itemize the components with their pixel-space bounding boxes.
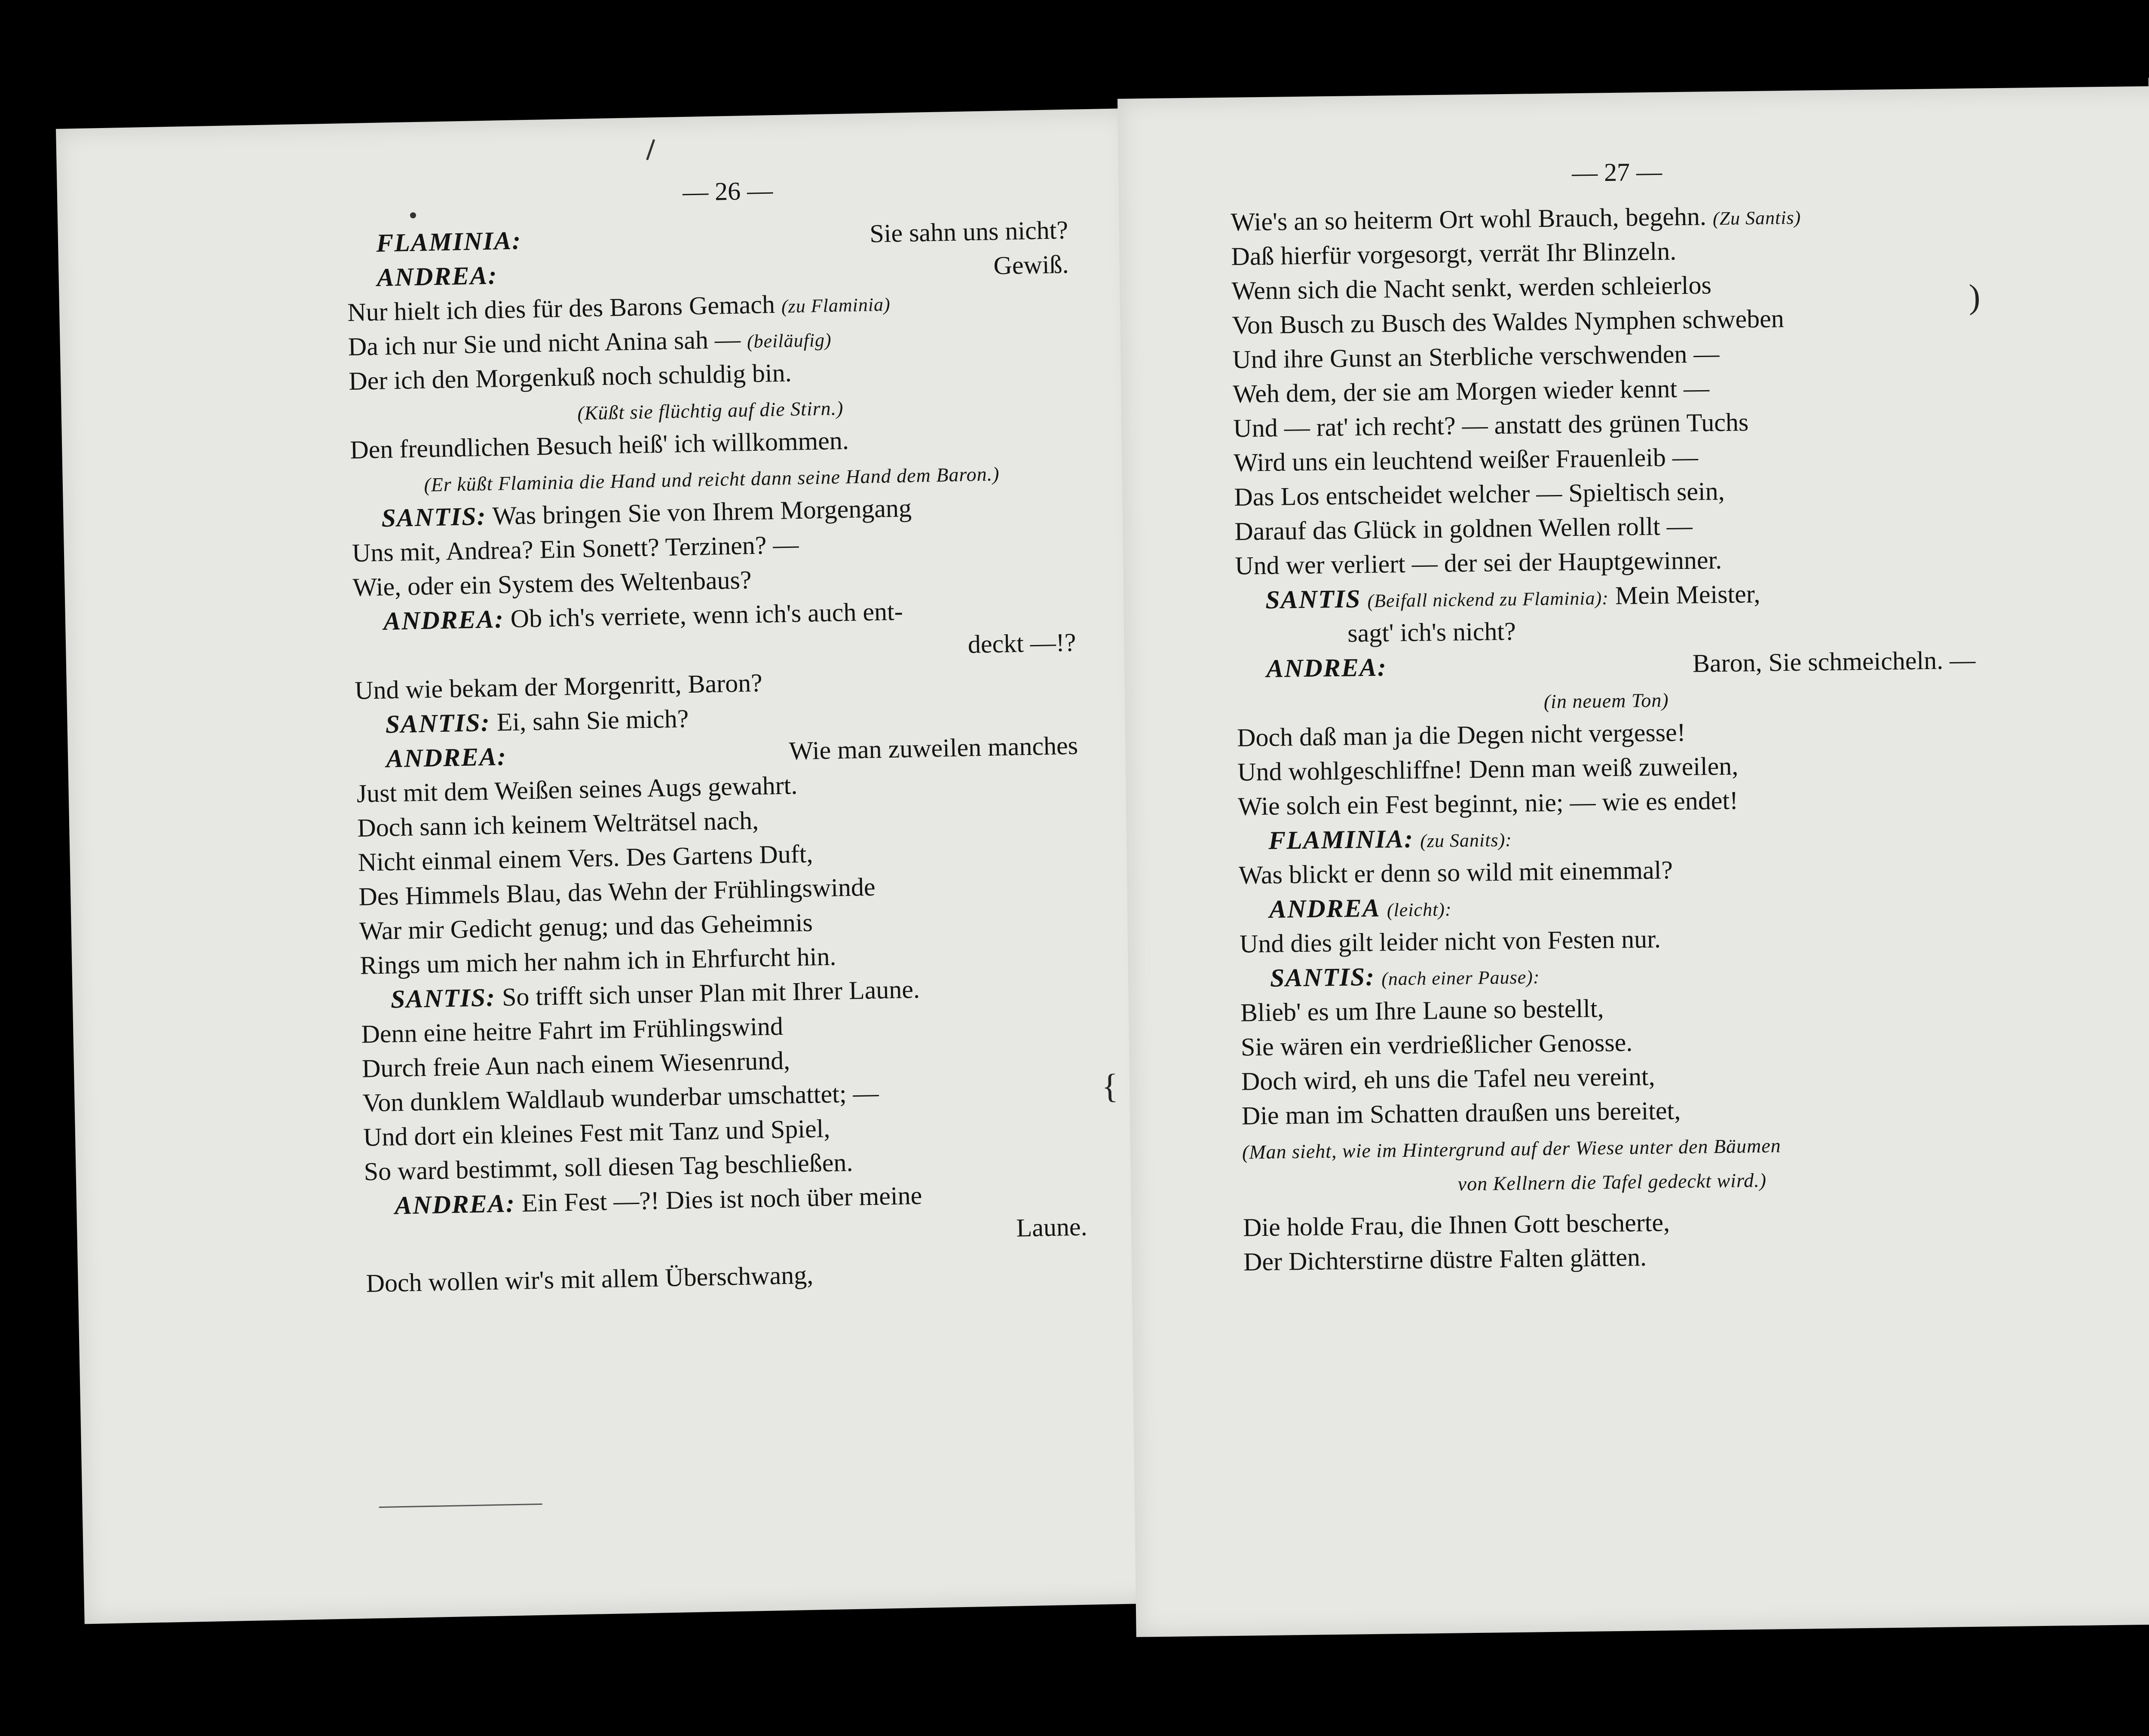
- verse-text: So ward bestimmt, soll diesen Tag beschließen.: [364, 1148, 853, 1186]
- verse-text: So trifft sich unser Plan mit Ihrer Laune.: [502, 975, 920, 1012]
- page-number: — 27 —: [1571, 157, 1662, 187]
- footer-rule: [379, 1504, 542, 1508]
- stage-direction: (in neuem Ton): [1543, 689, 1669, 712]
- speaker-name: FLAMINIA:: [1268, 824, 1414, 855]
- right-page-text: [1230, 149, 1983, 1279]
- verse-text: Darauf das Glück in goldnen Wellen rollt —: [1234, 511, 1693, 546]
- verse-text: Was blickt er denn so wild mit einemmal?: [1238, 856, 1673, 889]
- verse-text: Doch wird, eh uns die Tafel neu vereint,: [1241, 1062, 1656, 1096]
- ink-mark: {: [1101, 1067, 1119, 1106]
- page-number: — 26 —: [682, 176, 773, 207]
- stage-direction: (nach einer Pause):: [1381, 966, 1540, 990]
- stage-direction: (leicht):: [1387, 899, 1452, 921]
- verse-text: Doch wollen wir's mit allem Überschwang,: [366, 1260, 814, 1298]
- verse-text: Laune.: [1016, 1212, 1088, 1242]
- verse-text: sagt' ich's nicht?: [1347, 617, 1516, 648]
- verse-text: Was bringen Sie von Ihrem Morgengang: [492, 493, 912, 530]
- verse-text: Sie wären ein verdrießlicher Genosse.: [1240, 1028, 1633, 1061]
- speaker-name: SANTIS:: [390, 983, 496, 1014]
- verse-text: Sie sahn uns nicht?: [869, 215, 1068, 248]
- verse-text: Rings um mich her nahm ich in Ehrfurcht hin.: [359, 942, 837, 980]
- speaker-name: SANTIS:: [385, 708, 491, 739]
- verse-text: Wenn sich die Nacht senkt, werden schleierlos: [1231, 271, 1712, 305]
- stage-direction: (Küßt sie flüchtig auf die Stirn.): [577, 397, 844, 424]
- verse-text: Daß hierfür vorgesorgt, verrät Ihr Blinzeln.: [1231, 237, 1677, 271]
- speaker-name: ANDREA: [1269, 893, 1381, 923]
- text-line: [366, 1252, 1088, 1300]
- verse-text: Denn eine heitre Fahrt im Frühlingswind: [361, 1012, 784, 1048]
- verse-text: Wie's an so heiterm Ort wohl Brauch, begehn.: [1231, 202, 1707, 236]
- verse-text: Weh dem, der sie am Morgen wieder kennt —: [1233, 374, 1710, 408]
- verse-text: Und wie bekam der Morgenritt, Baron?: [354, 668, 763, 705]
- verse-text: Uns mit, Andrea? Ein Sonett? Terzinen? —: [352, 530, 799, 567]
- stage-direction: (Man sieht, wie im Hintergrund auf der Wiese unter den Bäumen: [1242, 1134, 1782, 1163]
- verse-text: Ei, sahn Sie mich?: [496, 704, 689, 737]
- left-lines: [346, 213, 1088, 1301]
- verse-text: Und dort ein kleines Fest mit Tanz und Spiel,: [363, 1114, 830, 1152]
- right-lines: [1231, 196, 1983, 1279]
- verse-text: deckt —!?: [967, 628, 1077, 659]
- stage-direction: (Zu Santis): [1712, 207, 1801, 229]
- verse-text: Die man im Schatten draußen uns bereitet,: [1241, 1096, 1681, 1130]
- verse-text: Doch sann ich keinem Welträtsel nach,: [357, 806, 759, 842]
- speaker-name: SANTIS:: [1270, 962, 1375, 992]
- verse-text: Just mit dem Weißen seines Augs gewahrt.: [356, 771, 798, 808]
- verse-text: Der ich den Morgenkuß noch schuldig bin.: [348, 358, 792, 396]
- verse-text: Ein Fest —?! Dies ist noch über meine: [521, 1181, 922, 1217]
- right-page: [1117, 86, 2149, 1637]
- verse-text: Wird uns ein leuchtend weißer Frauenleib —: [1233, 443, 1699, 477]
- verse-text: Und — rat' ich recht? — anstatt des grünen Tuchs: [1233, 408, 1749, 443]
- verse-text: Mein Meister,: [1615, 579, 1760, 610]
- speaker-name: ANDREA:: [1266, 653, 1387, 683]
- verse-text: Wie solch ein Fest beginnt, nie; — wie es endet!: [1237, 786, 1739, 821]
- speaker-name: ANDREA:: [383, 605, 505, 636]
- ink-mark: [646, 139, 655, 160]
- stage-direction: (beiläufig): [747, 329, 832, 352]
- verse-text: Von Busch zu Busch des Waldes Nymphen schweben: [1232, 304, 1785, 339]
- speaker-name: ANDREA:: [386, 742, 507, 773]
- speaker-name: ANDREA:: [377, 261, 498, 292]
- verse-text: Baron, Sie schmeicheln. —: [1692, 645, 1976, 678]
- verse-text: Den freundlichen Besuch heiß' ich willkommen.: [349, 426, 849, 464]
- stage-direction: (zu Sanits):: [1420, 829, 1512, 852]
- stage-direction: (zu Flaminia): [781, 293, 891, 317]
- left-page: [56, 108, 1159, 1624]
- verse-text: Blieb' es um Ihre Laune so bestellt,: [1240, 994, 1604, 1027]
- stage-direction: von Kellnern die Tafel gedeckt wird.): [1457, 1169, 1767, 1195]
- verse-text: Der Dichterstirne düstre Falten glätten.: [1243, 1243, 1647, 1276]
- verse-text: Nicht einmal einem Vers. Des Gartens Duft,: [358, 839, 813, 877]
- verse-text: Gewiß.: [993, 250, 1069, 280]
- speaker-name: SANTIS:: [381, 501, 487, 532]
- speaker-name: FLAMINIA:: [376, 226, 522, 257]
- verse-text: Und wohlgeschliffne! Denn man weiß zuweilen,: [1237, 752, 1739, 786]
- stage-direction: (Er küßt Flaminia die Hand und reicht dann seine Hand dem Baron.): [423, 463, 1000, 496]
- verse-text: Da ich nur Sie und nicht Anina sah —: [348, 325, 741, 361]
- speaker-name: ANDREA:: [394, 1189, 516, 1220]
- verse-text: Und dies gilt leider nicht von Festen nur.: [1239, 924, 1661, 958]
- ink-mark: ): [1968, 278, 1981, 316]
- stage-direction: (Beifall nickend zu Flaminia):: [1367, 587, 1609, 611]
- verse-text: Ob ich's verriete, wenn ich's auch ent-: [510, 597, 903, 633]
- verse-text: Von dunklem Waldlaub wunderbar umschattet; —: [362, 1079, 879, 1117]
- verse-text: Des Himmels Blau, das Wehn der Frühlingswinde: [358, 872, 876, 911]
- verse-text: Das Los entscheidet welcher — Spieltisch sein,: [1234, 477, 1725, 511]
- verse-text: Wie man zuweilen manches: [789, 731, 1078, 765]
- verse-text: Die holde Frau, die Ihnen Gott bescherte,: [1243, 1208, 1670, 1242]
- verse-text: Wie, oder ein System des Weltenbaus?: [352, 565, 752, 602]
- verse-text: Und ihre Gunst an Sterbliche verschwenden —: [1232, 339, 1720, 374]
- speaker-name: SANTIS: [1265, 584, 1361, 614]
- verse-text: Durch freie Aun nach einem Wiesenrund,: [361, 1046, 790, 1083]
- verse-text: Nur hielt ich dies für des Barons Gemach: [347, 290, 775, 327]
- left-page-text: [345, 165, 1088, 1301]
- verse-text: War mir Gedicht genug; und das Geheimnis: [359, 908, 813, 945]
- verse-text: Doch daß man ja die Degen nicht vergesse!: [1237, 718, 1686, 752]
- verse-text: Und wer verliert — der sei der Hauptgewinner.: [1234, 545, 1722, 580]
